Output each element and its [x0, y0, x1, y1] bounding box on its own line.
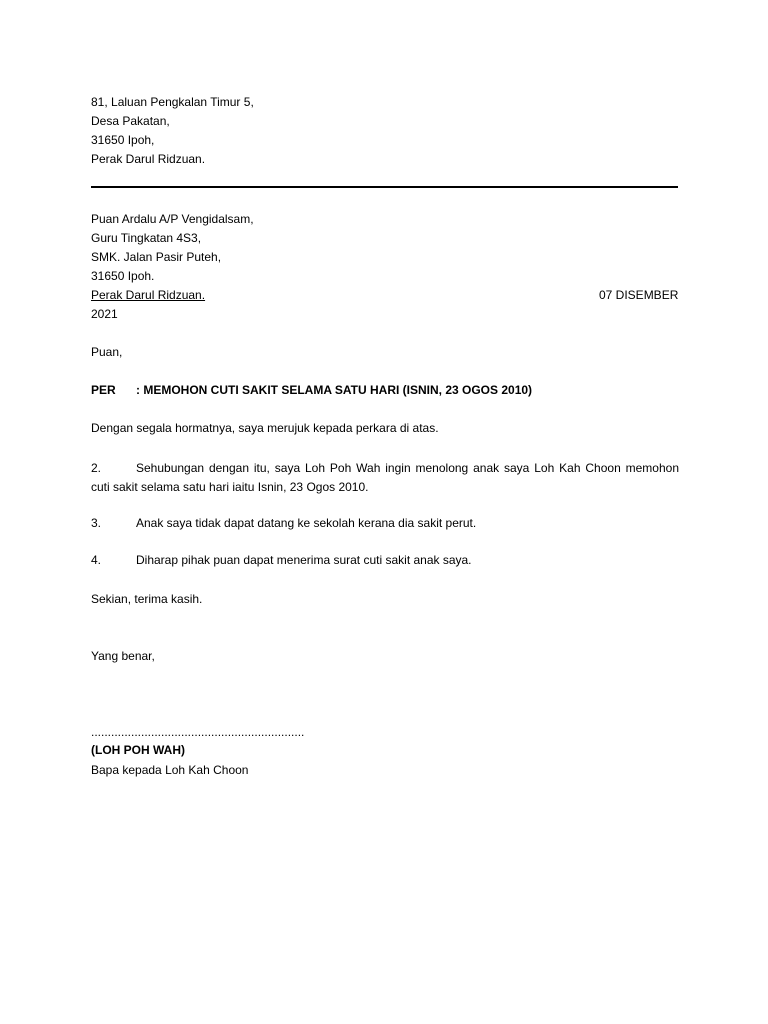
paragraph-2-number: 2.	[91, 461, 102, 475]
header-divider	[91, 186, 678, 188]
recipient-address-line-5: Perak Darul Ridzuan.	[91, 288, 206, 302]
closing-text: Sekian, terima kasih.	[91, 592, 203, 606]
paragraph-2-text: Sehubungan dengan itu, saya Loh Poh Wah ingin menolong anak saya Loh Kah Choon memohon cuti sakit selama satu hari iaitu Isnin, 23 Ogos 2010.	[91, 461, 679, 494]
subject-text: : MEMOHON CUTI SAKIT SELAMA SATU HARI (ISNIN, 23 OGOS 2010)	[136, 383, 533, 397]
opening-paragraph: Dengan segala hormatnya, saya merujuk kepada perkara di atas.	[91, 421, 439, 435]
paragraph-4-text: Diharap pihak puan dapat menerima surat cuti sakit anak saya.	[136, 553, 472, 567]
paragraph-3-text: Anak saya tidak dapat datang ke sekolah kerana dia sakit perut.	[136, 516, 477, 530]
paragraph-4	[91, 553, 472, 568]
recipient-address-line-2: Guru Tingkatan 4S3,	[91, 231, 202, 245]
paragraph-3-number: 3.	[91, 516, 102, 530]
recipient-address-line-4: 31650 Ipoh.	[91, 269, 155, 283]
recipient-address-line-3: SMK. Jalan Pasir Puteh,	[91, 250, 222, 264]
letter-date-year: 2021	[91, 307, 118, 321]
subject-line	[91, 383, 532, 398]
signer-title: Bapa kepada Loh Kah Choon	[91, 763, 249, 777]
subject-label: PER	[91, 383, 116, 397]
letter-date: 07 DISEMBER	[599, 288, 679, 302]
signer-name: (LOH POH WAH)	[91, 743, 185, 757]
sender-address-line-2: Desa Pakatan,	[91, 114, 170, 128]
paragraph-3	[91, 516, 476, 531]
salutation: Puan,	[91, 345, 123, 359]
sender-address-line-4: Perak Darul Ridzuan.	[91, 152, 206, 166]
paragraph-2	[91, 459, 679, 496]
paragraph-4-number: 4.	[91, 553, 102, 567]
sign-off: Yang benar,	[91, 649, 155, 663]
recipient-address-line-1: Puan Ardalu A/P Vengidalsam,	[91, 212, 254, 226]
signature-line: ................................................................	[91, 725, 305, 739]
sender-address-line-3: 31650 Ipoh,	[91, 133, 155, 147]
sender-address-line-1: 81, Laluan Pengkalan Timur 5,	[91, 95, 254, 109]
